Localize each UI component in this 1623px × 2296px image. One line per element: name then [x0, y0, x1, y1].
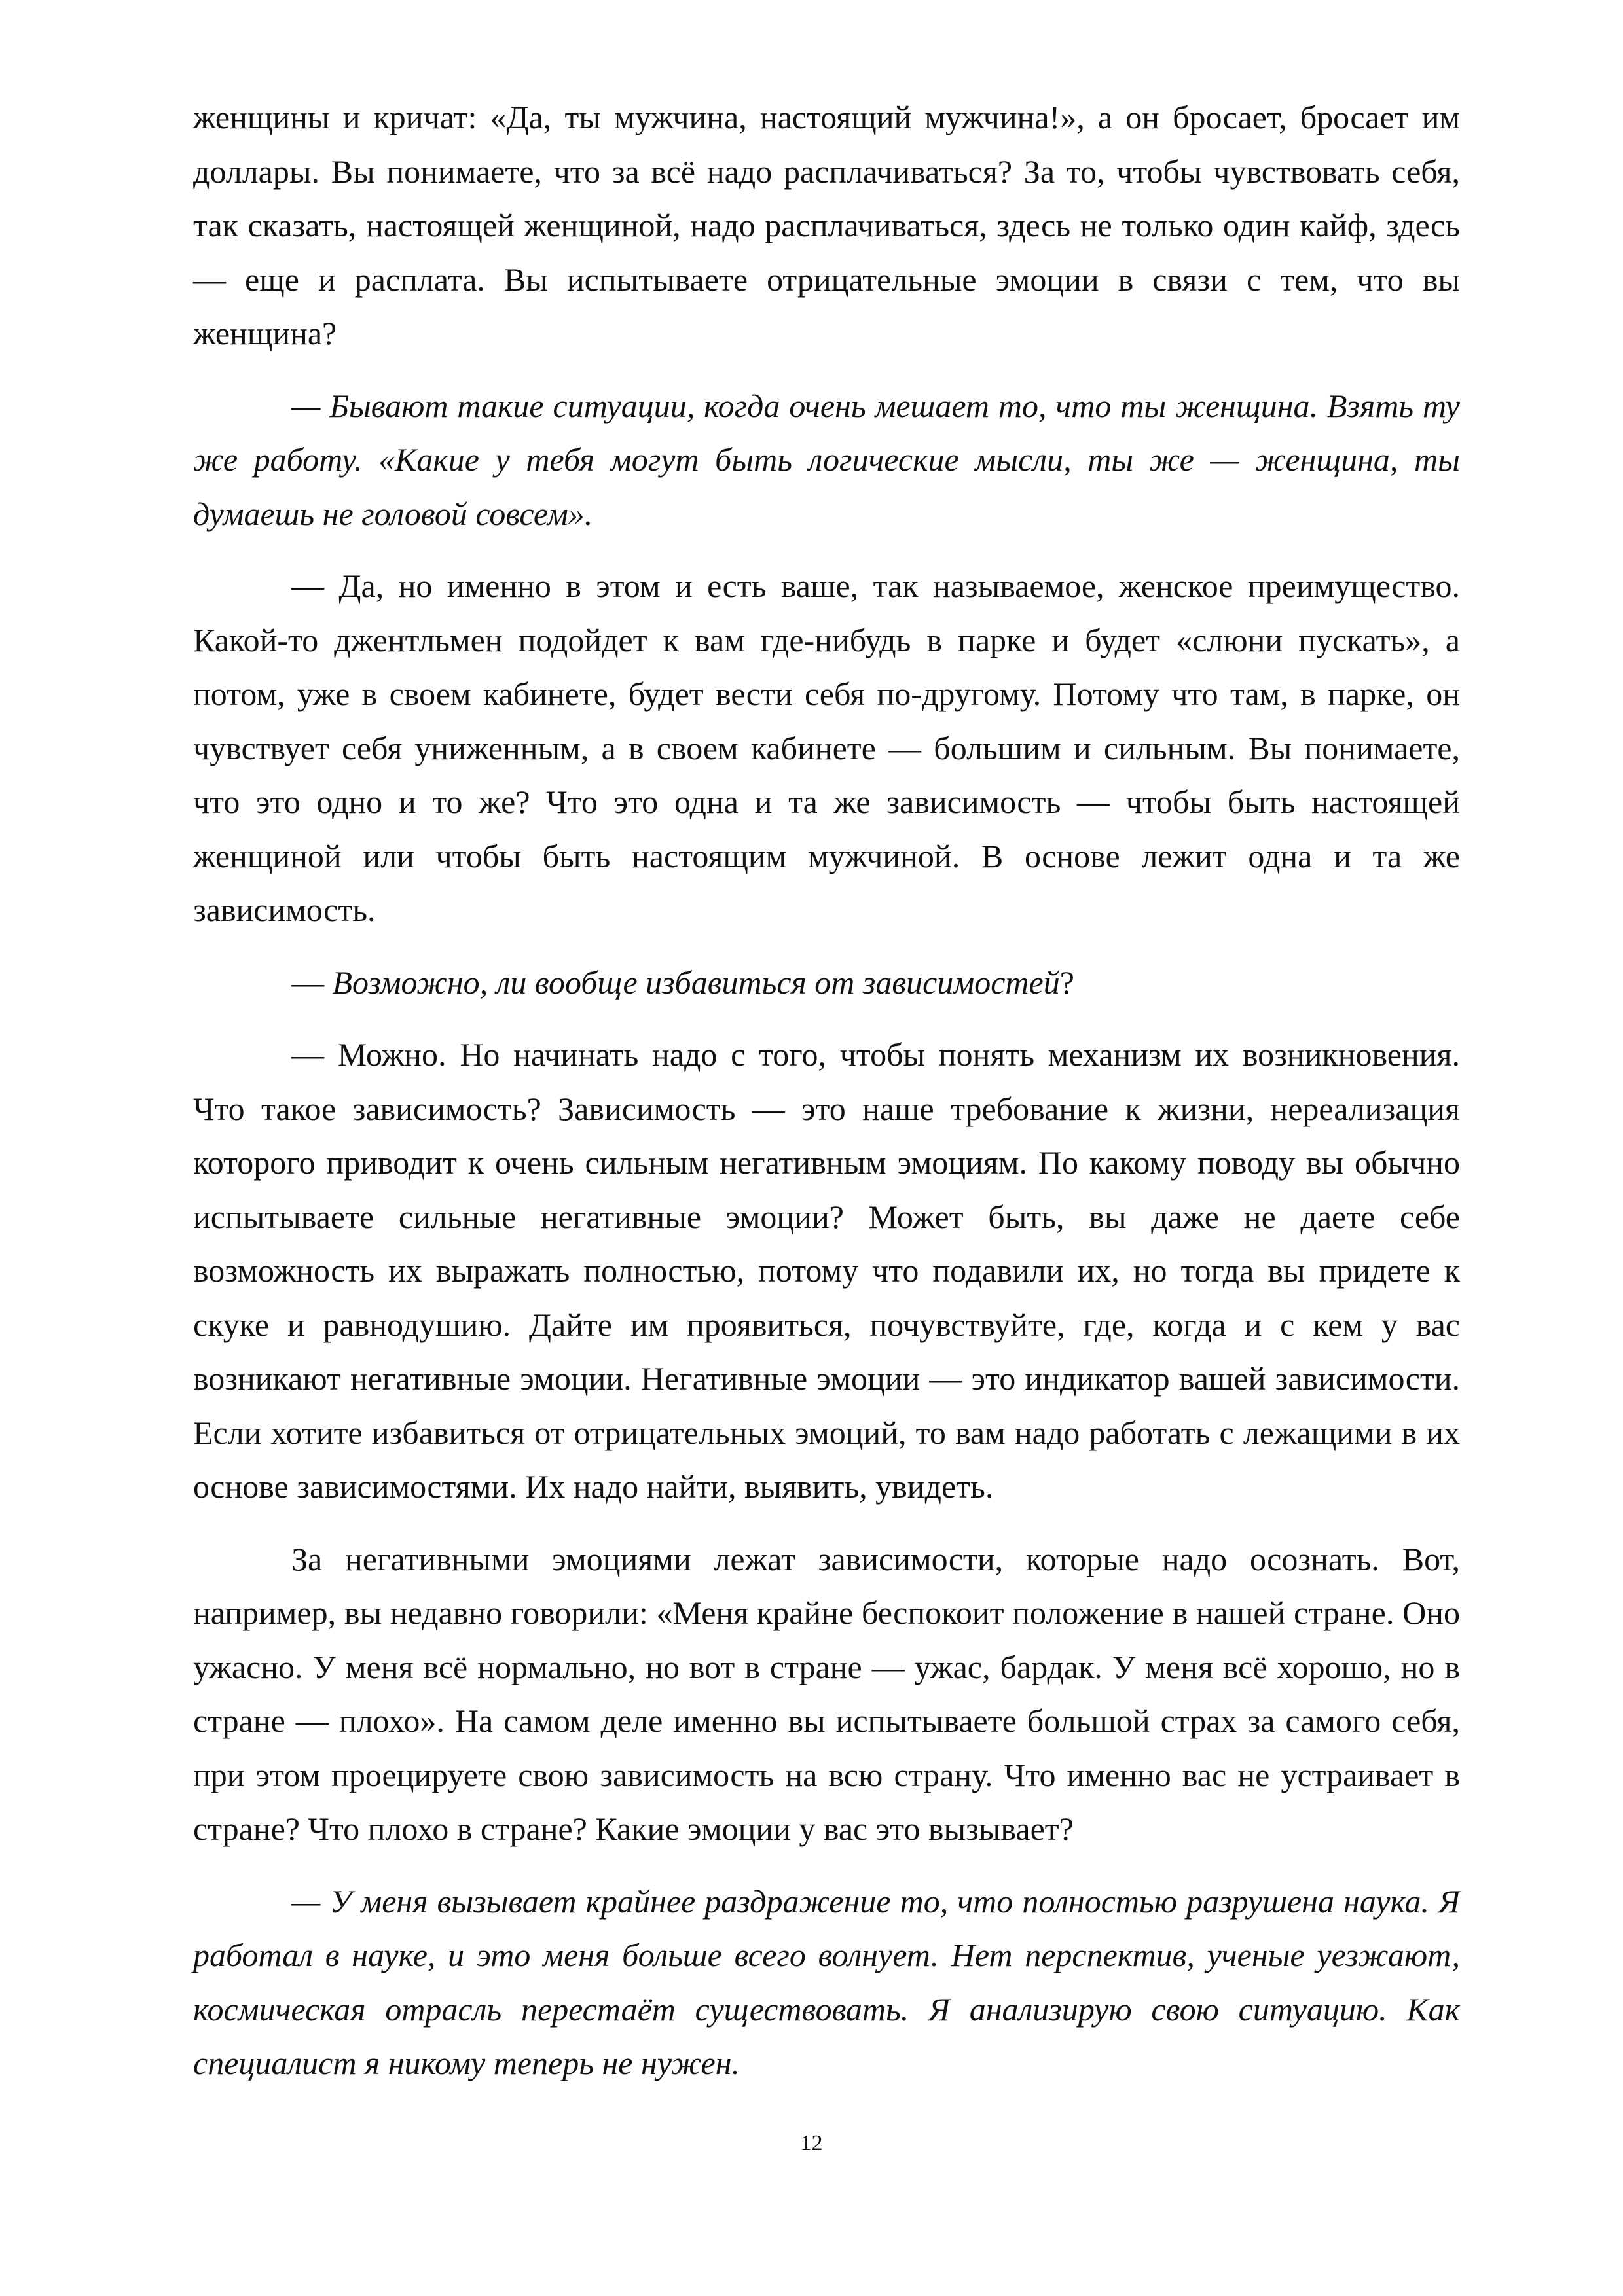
question-italic-text: Возможно, ли вообще избавиться от зависимостей — [332, 963, 1060, 1001]
question-dash: — — [291, 963, 333, 1001]
paragraph-answer-dependence: — Да, но именно в этом и есть ваше, так называемое, женское преимущество. Какой-то джентльмен подойдет к вам где-нибудь в парке и будет «слюни пускать», а потом, уже в своем кабинете, будет вести себя по-другому. Потому что там, в парке, он чувствует себя униженным, а в своем кабинете — большим и сильным. Вы понимаете, что это одно и то же? Что это одна и та же зависимость — чтобы быть настоящей женщиной или чтобы быть настоящим мужчиной. В основе лежит одна и та же зависимость. — [193, 567, 1460, 928]
paragraph-projection: За негативными эмоциями лежат зависимости, которые надо осознать. Вот, например, вы недавно говорили: «Меня крайне беспокоит положение в нашей стране. Оно ужасно. У меня всё нормально, но вот в стране — ужас, бардак. У меня всё хорошо, но в стране — плохо». На самом деле именно вы испытываете большой страх за самого себя, при этом проецируете свою зависимость на всю страну. Что именно вас не устраивает в стране? Что плохо в стране? Какие эмоции у вас это вызывает? — [193, 1540, 1460, 1847]
paragraph-question-italic: — Бывают такие ситуации, когда очень мешает то, что ты женщина. Взять ту же работу. «Какие у тебя могут быть логические мысли, ты же — женщина, ты думаешь не головой совсем». — [193, 387, 1460, 532]
question-mark: ? — [1059, 963, 1074, 1001]
paragraph-science-italic: — У меня вызывает крайнее раздражение то, что полностью разрушена наука. Я работал в науке, и это меня больше всего волнует. Нет перспектив, ученые уезжают, космическая отрасль перестаёт существовать. Я анализирую свою ситуацию. Как специалист я никому теперь не нужен. — [193, 1882, 1460, 2081]
text-body — [193, 90, 1460, 2109]
page-number: 12 — [800, 2131, 823, 2155]
paragraph-answer-mechanism: — Можно. Но начинать надо с того, чтобы понять механизм их возникновения. Что такое зависимость? Зависимость — это наше требование к жизни, нереализация которого приводит к очень сильным негативным эмоциям. По какому поводу вы обычно испытываете сильные негативные эмоции? Может быть, вы даже не даете себе возможность их выражать полностью, потому что подавили их, но тогда вы придете к скуке и равнодушию. Дайте им проявиться, почувствуйте, где, когда и с кем у вас возникают негативные эмоции. Негативные эмоции — это индикатор вашей зависимости. Если хотите избавиться от отрицательных эмоций, то вам надо работать с лежащими в их основе зависимостями. Их надо найти, выявить, увидеть. — [193, 1036, 1460, 1505]
paragraph-continuation: женщины и кричат: «Да, ты мужчина, настоящий мужчина!», а он бросает, бросает им доллары. Вы понимаете, что за всё надо расплачиваться? За то, чтобы чувствовать себя, так сказать, настоящей женщиной, надо расплачиваться, здесь не только один кайф, здесь — еще и расплата. Вы испытываете отрицательные эмоции в связи с тем, что вы женщина? — [193, 99, 1460, 351]
paragraph-question-freedom — [193, 956, 1460, 1010]
